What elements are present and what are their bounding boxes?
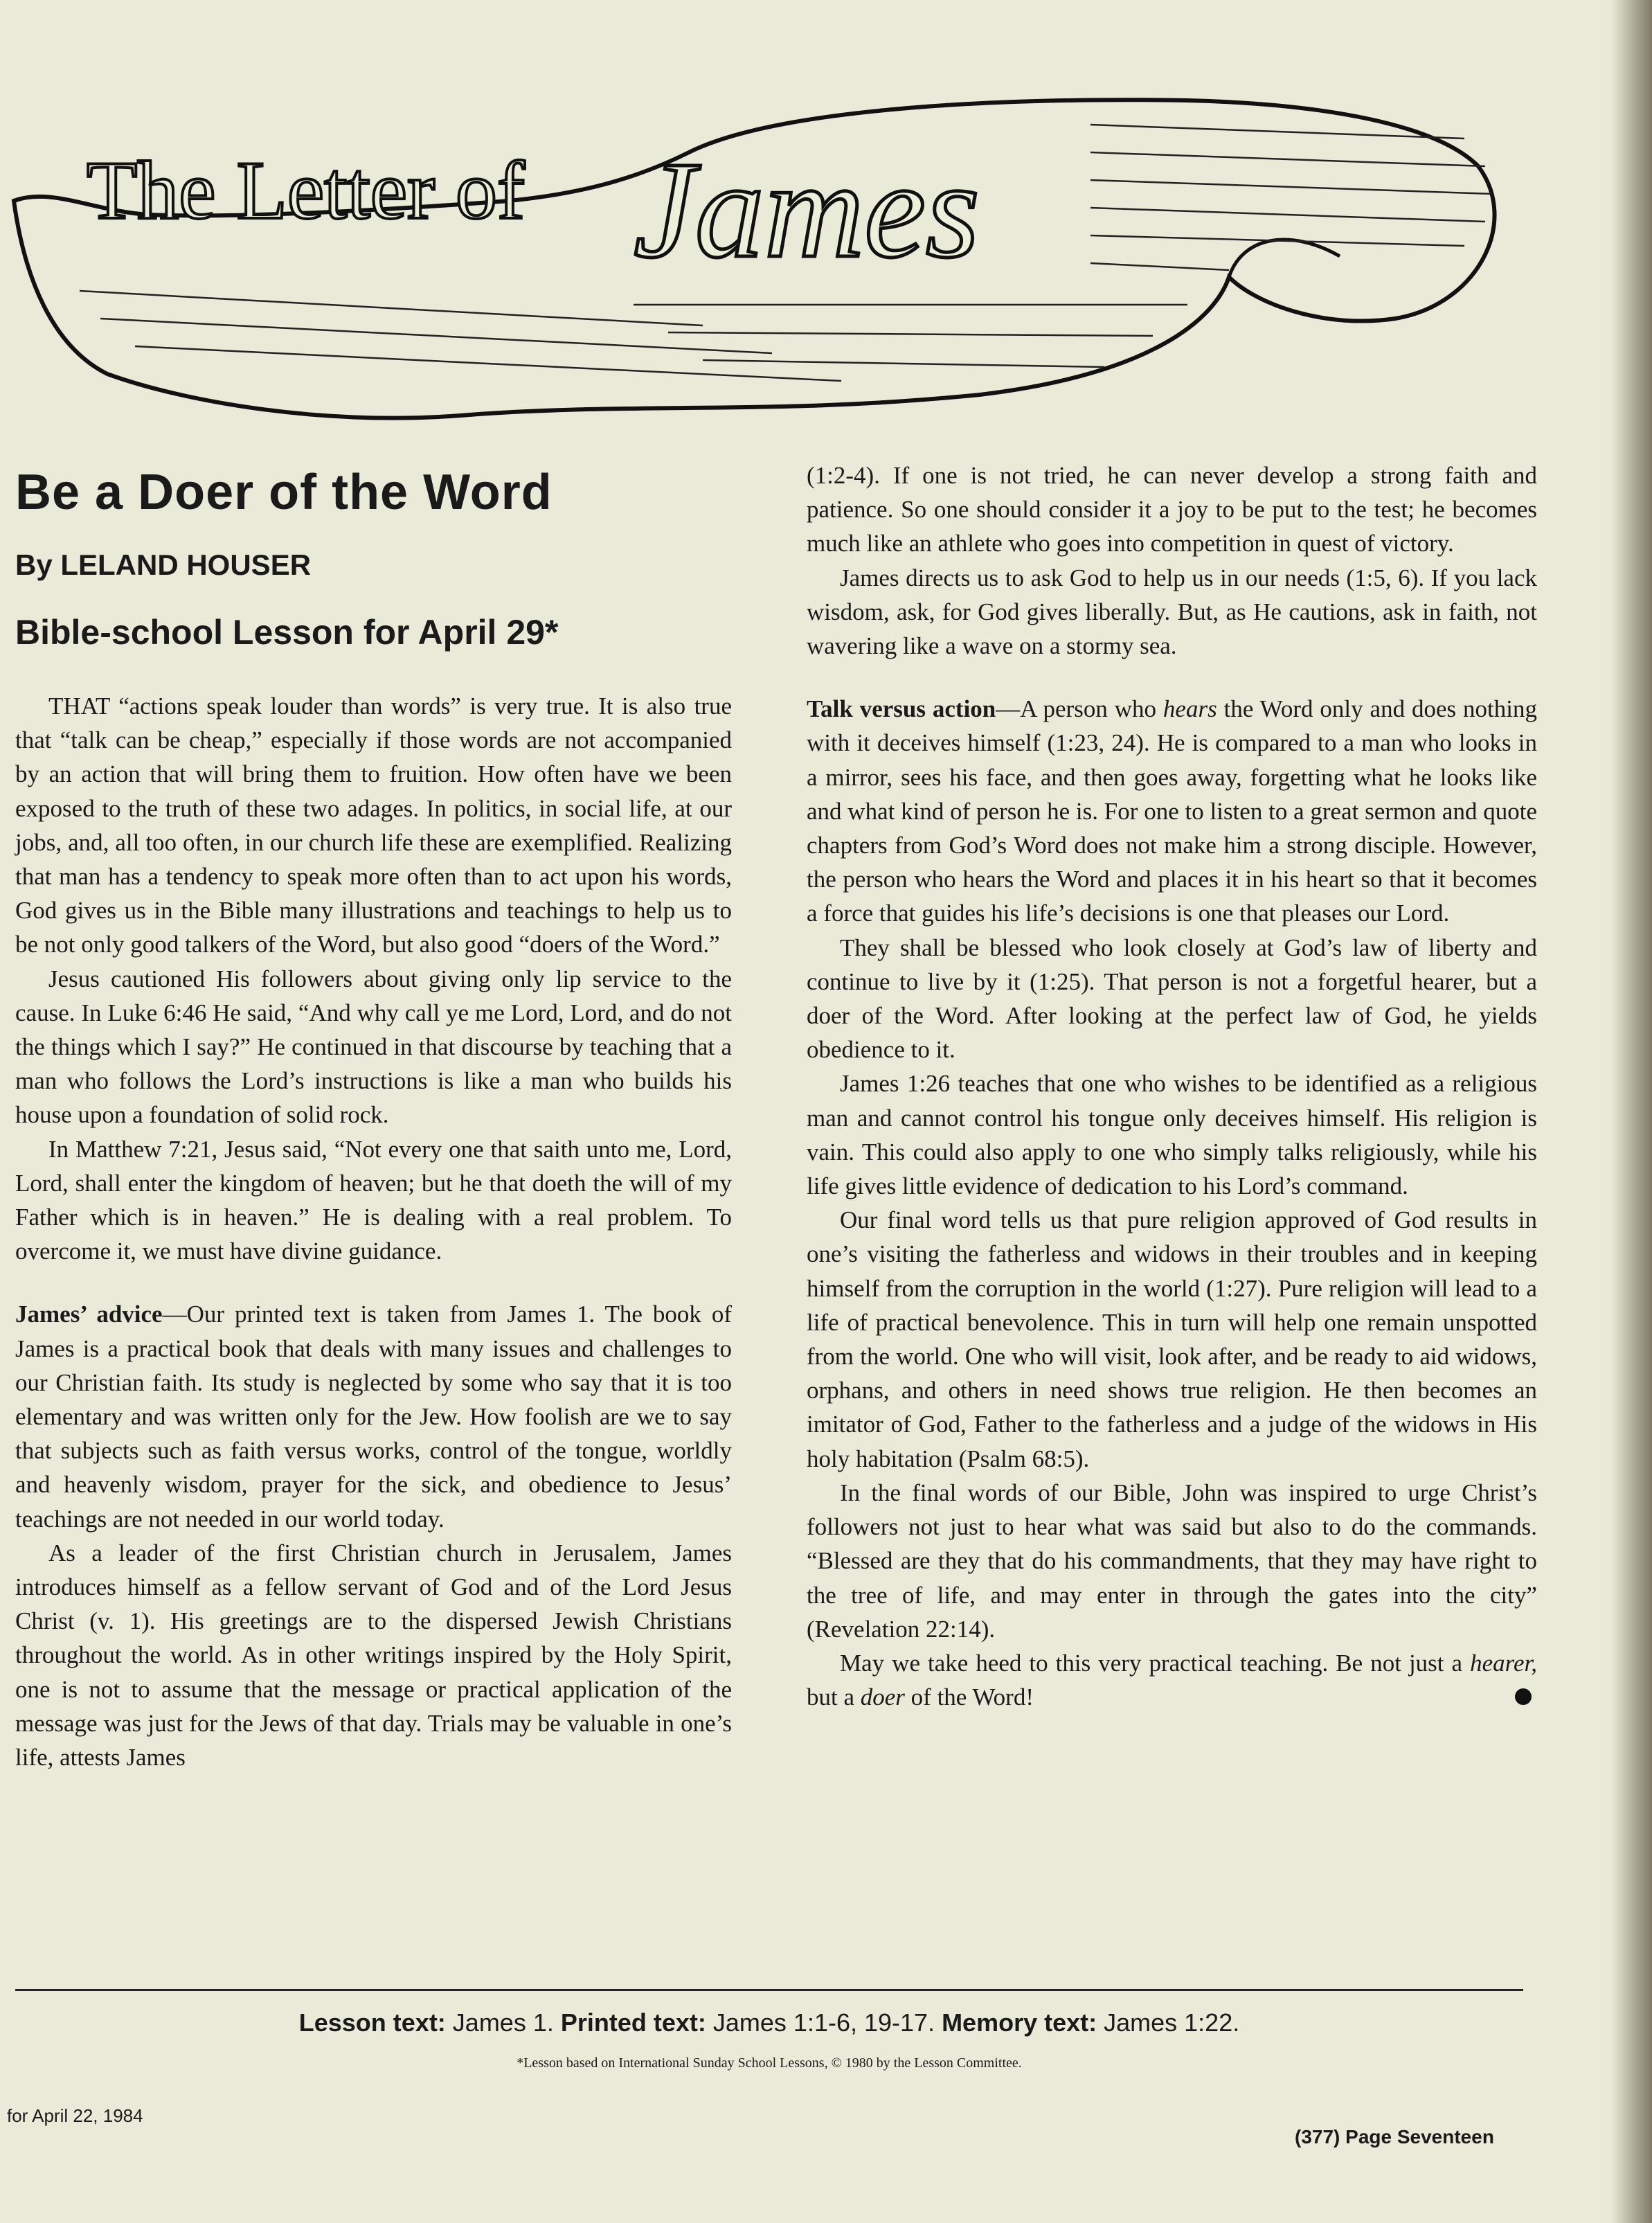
divider [15, 1989, 1523, 1991]
article-header [15, 464, 735, 652]
lesson-date-line: Bible-school Lesson for April 29* [15, 613, 559, 652]
paragraph: They shall be blessed who look closely at God’s law of liberty and continue to live by it (1:25). That person is not a forgetful hearer, but a doer of the Word. After looking at the perfect law of God, he yields obedience to it. [807, 934, 1537, 1064]
paragraph: James directs us to ask God to help us in our needs (1:5, 6). If you lack wisdom, ask, for God gives liberally. But, as He cautions, ask in faith, not wavering like a wave on a stormy sea. [807, 564, 1537, 660]
banner-name: James [634, 134, 980, 287]
article-byline: By LELAND HOUSER [15, 548, 312, 581]
section-heading: Talk versus action [807, 695, 996, 723]
right-column [807, 458, 1537, 1714]
paragraph: James 1:26 teaches that one who wishes to be identified as a religious man and cannot control his tongue only deceives himself. His religion is vain. This could also apply to one who simply talks religiously, while his life gives little evidence of dedication to his Lord’s command. [807, 1070, 1537, 1200]
paragraph: In Matthew 7:21, Jesus said, “Not every one that saith unto me, Lord, Lord, shall enter the kingdom of heaven; but he that doeth the will of my Father which is in heaven.” He is dealing with a real problem. To overcome it, we must have divine guidance. [15, 1135, 732, 1265]
paragraph: Our final word tells us that pure religion approved of God results in one’s visiting the fatherless and widows in their troubles and in keeping himself from the corruption in the world (1:27). Pure religion will lead to a life of practical benevolence. This in turn will help one remain unspotted from the world. One who will visit, look after, and be ready to aid widows, orphans, and others in need shows true religion. He then becomes an imitator of God, Father to the fatherless and a judge of the widows in His holy habitation (Psalm 68:5). [807, 1206, 1537, 1472]
paragraph: As a leader of the first Christian church in Jerusalem, James introduces himself as a fellow servant of God and of the Lord Jesus Christ (v. 1). His greetings are to the dispersed Jewish Christians throughout the world. As in other writings inspired by the Holy Spirit, one is not to assume that the message or practical application of the message was just for the Jews of that day. Trials may be valuable in one’s life, attests James [15, 1539, 732, 1771]
paragraph: Jesus cautioned His followers about giving only lip service to the cause. In Luke 6:46 He said, “And why call ye me Lord, Lord, and do not the things which I say?” He continued in that discourse by teaching that a man who follows the Lord’s instructions is like a man who builds his house upon a foundation of solid rock. [15, 965, 732, 1129]
banner-prefix: The Letter of [87, 144, 525, 236]
paragraph: James’ advice—Our printed text is taken from James 1. The book of James is a practical book that deals with many issues and challenges to our Christian faith. Its study is neglected by some who say that it is too elementary and was written only for the Jew. How foolish are we to say that subjects such as faith versus works, control of the tongue, worldly and heavenly wisdom, prayer for the sick, and obedience to Jesus’ teachings are not needed in our world today. [15, 1301, 732, 1533]
left-column [15, 689, 732, 1774]
page-edge-shadow [1610, 0, 1652, 2223]
paragraph: May we take heed to this very practical teaching. Be not just a hearer, but a doer of the Word! [807, 1649, 1537, 1711]
paragraph: Talk versus action—A person who hears the Word only and does nothing with it deceives himself (1:23, 24). He is compared to a man who looks in a mirror, sees his face, and then goes away, forgetting what he looks like and what kind of person he is. For one to listen to a great sermon and quote chapters from God’s Word does not make him a strong disciple. However, the person who hears the Word and places it in his heart so that it becomes a force that guides his life’s decisions is one that pleases our Lord. [807, 695, 1537, 927]
page-number: (377) Page Seventeen [1295, 2126, 1494, 2148]
footnote: *Lesson based on International Sunday School Lessons, © 1980 by the Lesson Committee. [517, 2055, 1022, 2071]
article-title: Be a Doer of the Word [15, 465, 553, 520]
banner-illustration [10, 97, 1534, 429]
paragraph: In the final words of our Bible, John was inspired to urge Christ’s followers not just to hear what was said but also to do the commands. “Blessed are they that do his commandments, that they may have right to the tree of life, and may enter in through the gates into the city” (Revelation 22:14). [807, 1479, 1537, 1643]
issue-date: for April 22, 1984 [7, 2105, 143, 2126]
paragraph: THAT “actions speak louder than words” is very true. It is also true that “talk can be cheap,” especially if those words are not accompanied by an action that will bring them to fruition. How often have we been exposed to the truth of these two adages. In politics, in social life, at our jobs, and, all too often, in our church life these are exemplified. Realizing that man has a tendency to speak more often than to act upon his words, God gives us in the Bible many illustrations and teachings to help us to be not only good talkers of the Word, but also good “doers of the Word.” [15, 693, 732, 958]
paragraph: (1:2-4). If one is not tried, he can never develop a strong faith and patience. So one should consider it a joy to be put to the test; he becomes much like an athlete who goes into competition in quest of victory. [807, 462, 1537, 557]
end-mark-icon [1515, 1688, 1532, 1705]
scripture-references: Lesson text: James 1. Printed text: James 1:1-6, 19-17. Memory text: James 1:22. [298, 2008, 1240, 2037]
scroll-curl [1229, 240, 1340, 277]
section-heading: James’ advice [15, 1301, 163, 1328]
